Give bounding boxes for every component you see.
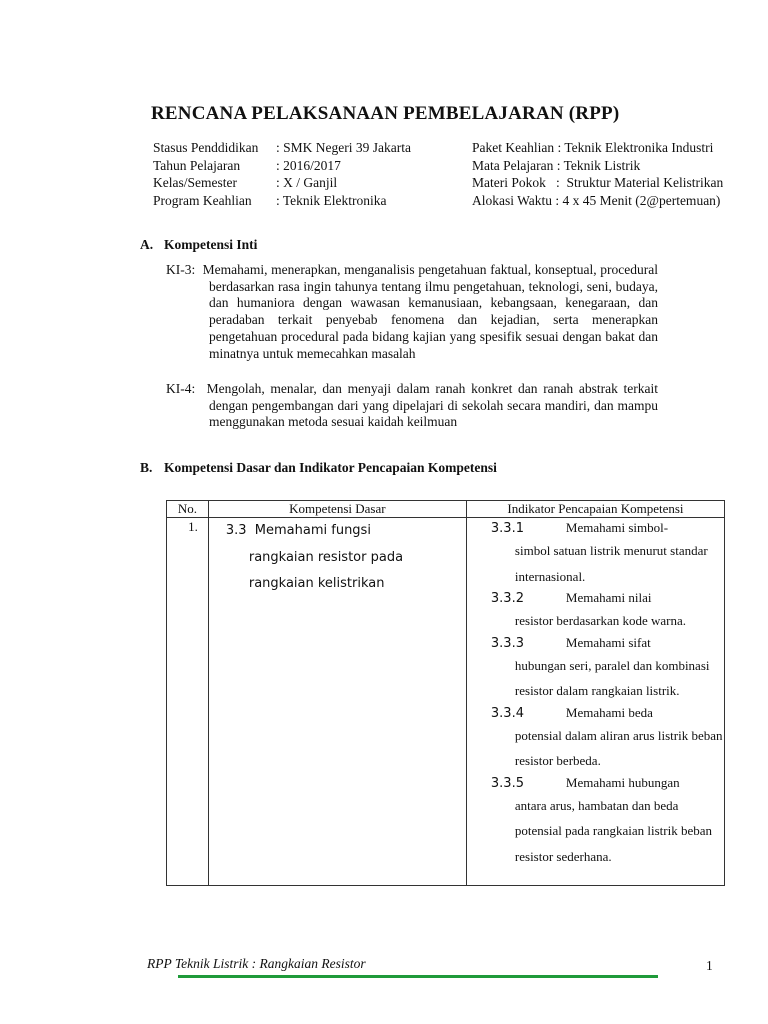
kd-line: rangkaian resistor pada [248, 549, 404, 565]
indicator-body: antara arus, hambatan dan beda potensial pada rangkaian listrik beban resistor sederhana. [514, 797, 713, 864]
meta-value: : Teknik Elektronika [276, 192, 387, 208]
section-a-heading [140, 237, 257, 253]
indicator-body: simbol satuan listrik menurut standar internasional. [514, 543, 708, 584]
kompetensi-dasar-cell [208, 518, 466, 886]
section-number: A. [140, 237, 154, 252]
meta-key: Kelas/Semester [153, 175, 237, 190]
header-kompetensi-dasar: Kompetensi Dasar [208, 501, 466, 518]
indicator-body: hubungan seri, paralel dan kombinasi resistor dalam rangkaian listrik. [514, 657, 710, 698]
indicator-body: resistor berdasarkan kode warna. [514, 613, 687, 628]
indicator-item [491, 704, 724, 774]
table-header-row [167, 501, 725, 518]
meta-key: Program Keahlian [153, 192, 252, 208]
section-title: Kompetensi Dasar dan Indikator Pencapaian Kompetensi [164, 460, 497, 475]
indicator-head: Memahami hubungan [565, 774, 680, 790]
indicator-head: Memahami beda [565, 704, 653, 720]
kd-code: 3.3 [225, 523, 247, 538]
meta-right [472, 139, 723, 209]
meta-row: Alokasi Waktu : 4 x 45 Menit (2@pertemuan) [472, 192, 721, 208]
kd-line: Memahami fungsi [254, 523, 371, 538]
ki-label: KI-3: [166, 262, 196, 277]
indicator-item [491, 774, 724, 870]
indicator-code: 3.3.2 [490, 591, 524, 606]
ki-text: Memahami, menerapkan, menganalisis pengetahuan faktual, konseptual, procedural berdasarkan rasa ingin tahunya tentang ilmu pengetahuan, teknologi, seni, budaya, dan humaniora dengan wawasan kemanusiaan, kebangsaan, kenegaraan, dan peradaban terkait penyebab fenomena dan kejadian, serta menerapkan pengetahuan procedural pada bidang kajian yang spesifik sesuai dengan bakat dan minatnya untuk memecahkan masalah [202, 262, 659, 361]
indicator-item [491, 589, 724, 634]
kd-line: rangkaian kelistrikan [248, 576, 385, 591]
section-b-heading [140, 460, 497, 476]
section-title: Kompetensi Inti [164, 237, 258, 252]
meta-key: Tahun Pelajaran [153, 157, 241, 173]
indicator-code: 3.3.4 [490, 705, 524, 721]
meta-value: : X / Ganjil [276, 175, 338, 190]
indicator-code: 3.3.5 [490, 775, 524, 791]
ki-3-paragraph [166, 262, 658, 362]
meta-row [153, 192, 411, 210]
meta-row: Paket Keahlian : Teknik Elektronika Industri [472, 140, 714, 155]
header-no: No. [167, 501, 209, 518]
indicator-item [491, 519, 724, 589]
ki-label: KI-4: [166, 381, 196, 396]
page-number: 1 [706, 958, 713, 973]
page-title: RENCANA PELAKSANAAN PEMBELAJARAN (RPP) [151, 103, 620, 124]
meta-value: : 2016/2017 [276, 157, 341, 173]
indikator-cell [466, 518, 724, 886]
indicator-code: 3.3.1 [490, 521, 524, 536]
competency-table [166, 500, 725, 886]
meta-row: Materi Pokok : Struktur Material Kelistrikan [472, 175, 724, 190]
meta-key: Stasus Penddidikan [153, 140, 259, 155]
meta-row [153, 139, 411, 157]
header-indikator: Indikator Pencapaian Kompetensi [466, 501, 724, 518]
ki-text: Mengolah, menalar, dan menyaji dalam ranah konkret dan ranah abstrak terkait dengan pengembangan dari yang dipelajari di sekolah secara mandiri, dan mampu menggunakan metoda sesuai kaidah keilmuan [206, 381, 658, 430]
meta-row [153, 174, 411, 192]
ki-4-paragraph [166, 381, 658, 431]
footer-divider [178, 975, 658, 978]
meta-row: Mata Pelajaran : Teknik Listrik [472, 157, 641, 173]
indicator-body: potensial dalam aliran arus listrik beban resistor berbeda. [514, 727, 723, 768]
section-number: B. [140, 460, 153, 475]
indicator-item [491, 634, 724, 704]
footer-title: RPP Teknik Listrik : Rangkaian Resistor [147, 956, 366, 971]
table-row [167, 518, 725, 886]
meta-value: : SMK Negeri 39 Jakarta [276, 140, 411, 155]
indicator-code: 3.3.3 [490, 635, 524, 651]
meta-left [153, 139, 411, 209]
row-number: 1. [167, 518, 209, 886]
indicator-head: Memahami sifat [565, 634, 651, 650]
indicator-head: Memahami simbol- [565, 520, 669, 535]
indicator-head: Memahami nilai [565, 590, 652, 605]
meta-row [153, 157, 411, 175]
